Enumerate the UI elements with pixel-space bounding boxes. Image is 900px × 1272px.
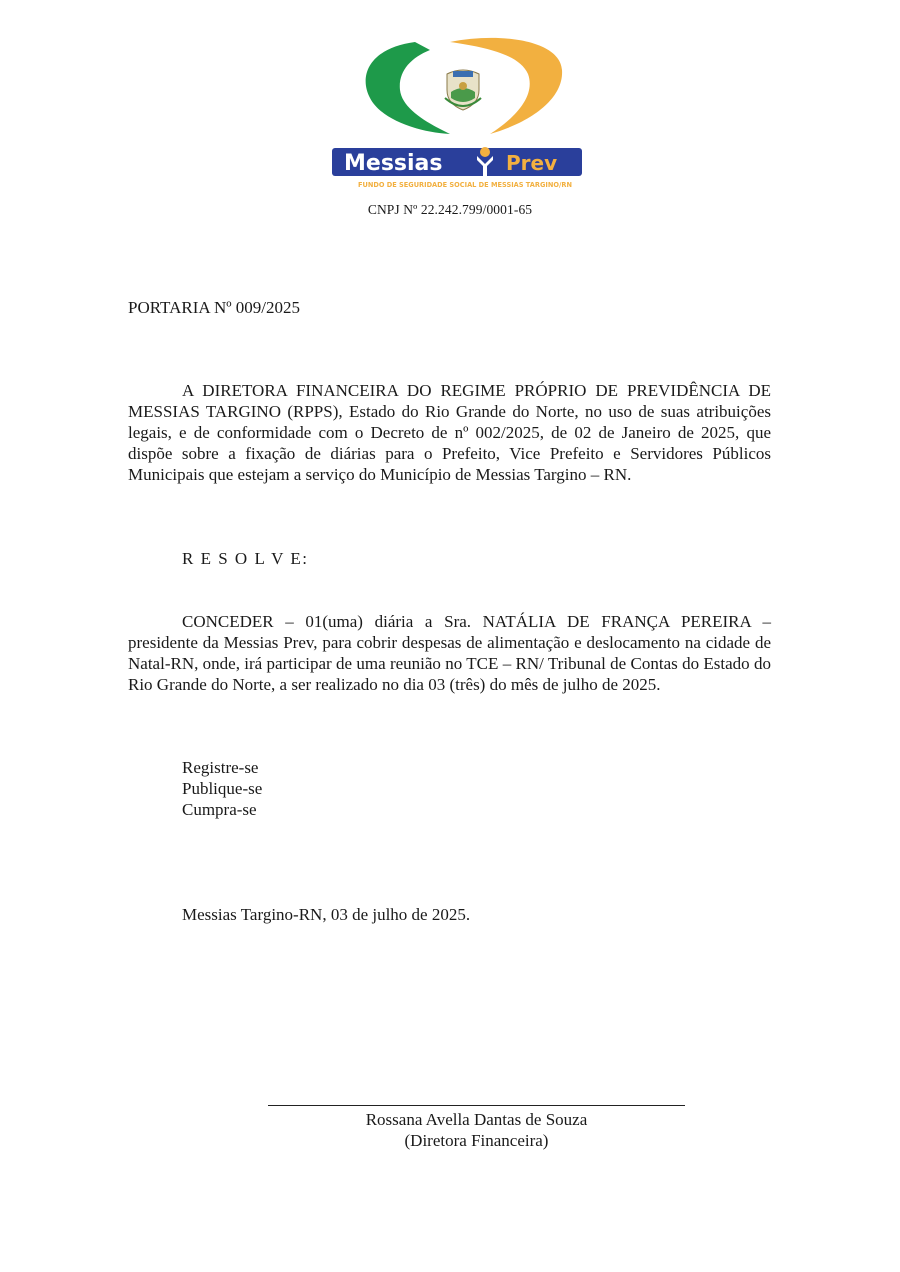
- cnpj-number: CNPJ Nº 22.242.799/0001-65: [367, 202, 533, 217]
- closing-orders: [182, 757, 825, 820]
- order-publish: Publique-se: [182, 779, 263, 798]
- signatory-role: (Diretora Financeira): [404, 1131, 549, 1150]
- order-register: Registre-se: [182, 758, 259, 777]
- messias-prev-logo: [300, 30, 630, 195]
- place-date: Messias Targino-RN, 03 de julho de 2025.: [182, 905, 471, 924]
- signature-line: [268, 1105, 685, 1106]
- order-comply: Cumpra-se: [182, 800, 257, 819]
- conceder-paragraph: CONCEDER – 01(uma) diária a Sra. NATÁLIA DE FRANÇA PEREIRA – presidente da Messias Prev, para cobrir despesas de alimentação e deslocamento na cidade de Natal-RN, onde, irá participar de uma reunião no TCE – RN/ Tribunal de Contas do Estado do Rio Grande do Norte, a ser realizado no dia 03 (três) do mês de julho de 2025.: [128, 612, 771, 694]
- logo-tagline: FUNDO DE SEGURIDADE SOCIAL DE MESSIAS TARGINO/RN: [358, 181, 572, 189]
- portaria-title: PORTARIA Nº 009/2025: [128, 298, 300, 317]
- logo-brand-right: Prev: [506, 151, 558, 175]
- signatory-name: Rossana Avella Dantas de Souza: [365, 1110, 588, 1129]
- logo-brand-left: Messias: [344, 151, 443, 176]
- resolve-heading: R E S O L V E:: [182, 549, 309, 568]
- preamble-paragraph: A DIRETORA FINANCEIRA DO REGIME PRÓPRIO DE PREVIDÊNCIA DE MESSIAS TARGINO (RPPS), Estado do Rio Grande do Norte, no uso de suas atribuições legais, e de conformidade com o Decreto de nº 002/2025, de 02 de Janeiro de 2025, que dispõe sobre a fixação de diárias para o Prefeito, Vice Prefeito e Servidores Públicos Municipais que estejam a serviço do Município de Messias Targino – RN.: [128, 381, 771, 484]
